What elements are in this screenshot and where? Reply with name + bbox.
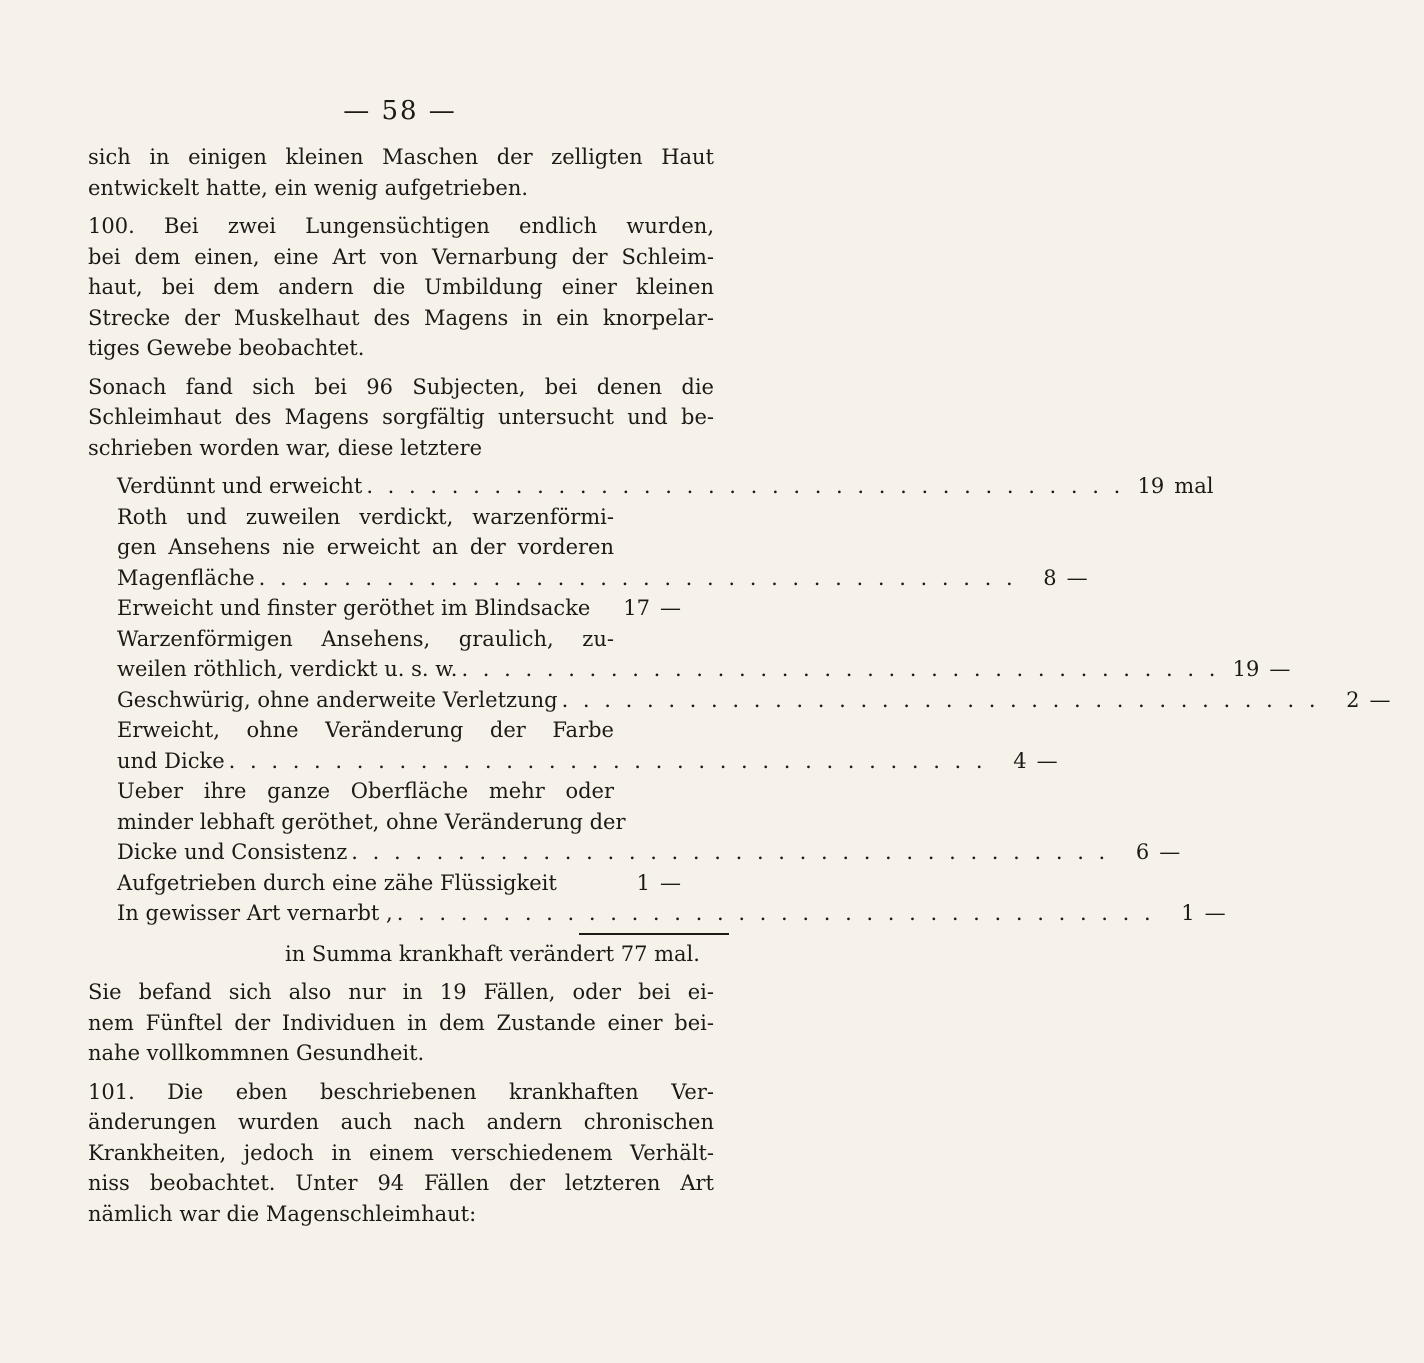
paragraph-continuation bbox=[88, 142, 714, 203]
row-count: 6 bbox=[1135, 840, 1150, 864]
table-row bbox=[117, 746, 1058, 777]
text-line: bei dem einen, eine Art von Vernarbung der Schleim- bbox=[88, 244, 714, 269]
row-label: Verdünnt und erweicht bbox=[117, 474, 363, 498]
row-label: Erweicht, ohne Veränderung der Farbe bbox=[117, 718, 614, 742]
text-line: entwickelt hatte, ein wenig aufgetrieben. bbox=[88, 175, 529, 200]
row-label: Aufgetrieben durch eine zähe Flüssigkeit bbox=[117, 870, 557, 895]
row-label: gen Ansehens nie erweicht an der vorderen bbox=[117, 535, 614, 559]
leader-dots: . . . . . . . . . . . . . . . . . . . . . . . . . . . . . . . . . . . . bbox=[228, 748, 987, 773]
text-line: 101. Die eben beschriebenen krankhaften Ver- bbox=[88, 1079, 714, 1104]
table-row bbox=[117, 837, 1181, 868]
table-row-continuation bbox=[117, 502, 714, 533]
table-row bbox=[117, 685, 1391, 716]
page-number: — 58 — bbox=[343, 96, 457, 126]
text-line: Krankheiten, jedoch in einem verschiedenem Verhält- bbox=[88, 1140, 714, 1165]
row-unit: mal bbox=[1174, 474, 1214, 498]
row-label: Warzenförmigen Ansehens, graulich, zu- bbox=[117, 626, 614, 651]
text-line: nem Fünftel der Individuen in dem Zustande einer bei- bbox=[88, 1010, 714, 1035]
text-line: schrieben worden war, diese letztere bbox=[88, 435, 483, 460]
row-label: Dicke und Consistenz bbox=[117, 840, 348, 864]
table-total: in Summa krankhaft verändert 77 mal. bbox=[285, 941, 700, 966]
row-count: 17 bbox=[623, 596, 650, 620]
row-unit: — bbox=[660, 870, 681, 895]
row-unit: — bbox=[1036, 748, 1058, 773]
leader-dots: . . . . . . . . . . . . . . . . . . . . . . . . . . . . . . . . . . . . bbox=[258, 565, 1017, 590]
row-label: Erweicht und finster geröthet im Blindsacke bbox=[117, 596, 591, 620]
text-line: 100. Bei zwei Lungensüchtigen endlich wurden, bbox=[88, 214, 714, 238]
row-count: 19 bbox=[1232, 657, 1260, 681]
table-row-continuation bbox=[117, 807, 714, 838]
sum-rule bbox=[579, 933, 729, 935]
text-line: änderungen wurden auch nach andern chronischen bbox=[88, 1110, 714, 1134]
paragraph-conclusion bbox=[88, 977, 714, 1069]
row-count: 2 bbox=[1346, 687, 1360, 712]
row-unit: — bbox=[660, 596, 681, 620]
table-row bbox=[117, 898, 1226, 929]
leader-dots: . . . . . . . . . . . . . . . . . . . . . . . . . . . . . . . . . . . . bbox=[396, 901, 1155, 925]
leader-dots: . . . . . . . . . . . . . . . . . . . . . . . . . . . . . . . . . . . . bbox=[366, 474, 1125, 498]
row-unit: — bbox=[1204, 901, 1226, 925]
row-count: 1 bbox=[636, 870, 650, 895]
row-count: 1 bbox=[1181, 901, 1195, 925]
text-line: Strecke der Muskelhaut des Magens in ein knorpelar- bbox=[88, 305, 714, 330]
table-row bbox=[117, 563, 1088, 594]
row-unit: — bbox=[1269, 657, 1291, 681]
text-line: Sie befand sich also nur in 19 Fällen, oder bei ei- bbox=[88, 980, 714, 1004]
row-label: und Dicke bbox=[117, 748, 225, 773]
leader-dots: . . . . . . . . . . . . . . . . . . . . . . . . . . . . . . . . . . . . bbox=[351, 840, 1110, 864]
table-row-continuation bbox=[117, 624, 714, 655]
table-row-continuation bbox=[117, 715, 714, 746]
text-line: niss beobachtet. Unter 94 Fällen der letzteren Art bbox=[88, 1171, 714, 1195]
row-label: In gewisser Art vernarbt , bbox=[117, 901, 393, 925]
table-row bbox=[117, 654, 1291, 685]
row-label: weilen röthlich, verdickt u. s. w. bbox=[117, 657, 458, 681]
table-row-continuation bbox=[117, 532, 714, 563]
table-row-continuation bbox=[117, 776, 714, 807]
row-count: 19 bbox=[1137, 474, 1165, 498]
paragraph-101 bbox=[88, 1077, 714, 1230]
leader-dots: . . . . . . . . . . . . . . . . . . . . . . . . . . . . . . . . . . . . bbox=[561, 687, 1320, 712]
text-line: Sonach fand sich bei 96 Subjecten, bei denen die bbox=[88, 374, 714, 399]
text-line: sich in einigen kleinen Maschen der zelligten Haut bbox=[88, 145, 714, 169]
row-label: Geschwürig, ohne anderweite Verletzung bbox=[117, 687, 558, 712]
row-label: Roth und zuweilen verdickt, warzenförmi- bbox=[117, 504, 614, 529]
text-line: Schleimhaut des Magens sorgfältig untersucht und be- bbox=[88, 405, 714, 429]
row-unit: — bbox=[1159, 840, 1181, 864]
paragraph-summary-intro bbox=[88, 372, 714, 464]
row-label: Magenfläche bbox=[117, 565, 255, 590]
table-row bbox=[117, 471, 1214, 502]
paragraph-100 bbox=[88, 211, 714, 364]
row-count: 8 bbox=[1043, 565, 1057, 590]
text-line: tiges Gewebe beobachtet. bbox=[88, 336, 365, 360]
row-unit: — bbox=[1369, 687, 1391, 712]
row-count: 4 bbox=[1013, 748, 1027, 773]
table-row bbox=[117, 593, 714, 624]
leader-dots: . . . . . . . . . . . . . . . . . . . . . . . . . . . . . . . . . . . . bbox=[461, 657, 1220, 681]
page-body bbox=[88, 142, 1391, 1229]
text-line: nahe vollkommnen Gesundheit. bbox=[88, 1041, 425, 1065]
findings-table bbox=[117, 471, 1391, 969]
text-line: haut, bei dem andern die Umbildung einer kleinen bbox=[88, 275, 714, 299]
row-unit: — bbox=[1066, 565, 1088, 590]
row-label: Ueber ihre ganze Oberfläche mehr oder bbox=[117, 779, 614, 803]
text-line: nämlich war die Magenschleimhaut: bbox=[88, 1201, 477, 1226]
table-row bbox=[117, 868, 714, 899]
row-label: minder lebhaft geröthet, ohne Veränderung der bbox=[117, 809, 626, 834]
